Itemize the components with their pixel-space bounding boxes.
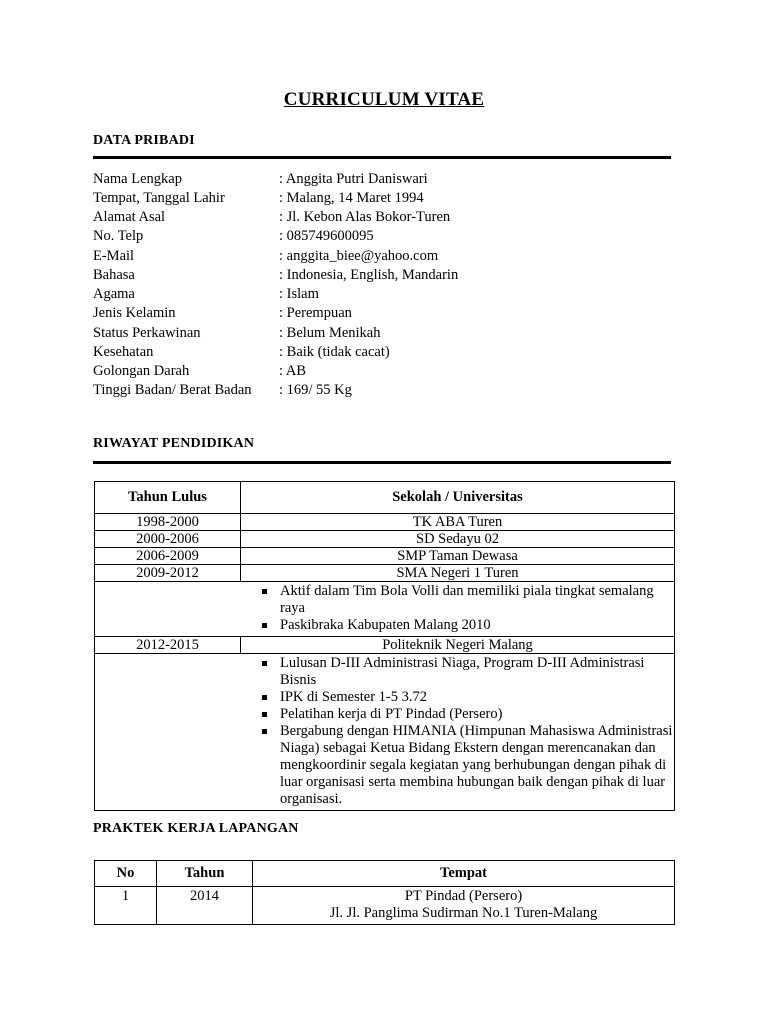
column-header-school: Sekolah / Universitas	[241, 482, 675, 514]
table-row	[95, 637, 675, 654]
personal-row	[93, 227, 673, 246]
personal-value: : Perempuan	[279, 305, 352, 321]
list-item: Paskibraka Kabupaten Malang 2010	[259, 617, 674, 634]
school-cell: SMP Taman Dewasa	[241, 548, 675, 565]
school-cell: SMA Negeri 1 Turen	[241, 565, 675, 582]
personal-label: Tempat, Tanggal Lahir	[93, 190, 225, 206]
year-cell: 2009-2012	[95, 565, 241, 582]
list-item: IPK di Semester 1-5 3.72	[259, 689, 674, 706]
personal-value: : 169/ 55 Kg	[279, 382, 352, 398]
personal-value: : Baik (tidak cacat)	[279, 344, 390, 360]
table-header-row	[95, 482, 675, 514]
personal-label: Golongan Darah	[93, 363, 190, 379]
bullet-square-icon	[262, 623, 267, 628]
personal-value: : Anggita Putri Daniswari	[279, 171, 428, 187]
personal-label: Tinggi Badan/ Berat Badan	[93, 382, 252, 398]
internship-table	[94, 860, 675, 925]
sma-details-cell	[95, 582, 675, 637]
personal-value: : AB	[279, 363, 306, 379]
list-item: Bergabung dengan HIMANIA (Himpunan Mahasiswa Administrasi Niaga) sebagai Ketua Bidang Ekstern dengan merencanakan dan mengkoordinir segala kegiatan yang berhubungan dengan pihak di luar organisasi serta membina hubungan baik dengan pihak di luar organisasi.	[259, 723, 674, 808]
year-cell: 2000-2006	[95, 531, 241, 548]
table-row	[95, 514, 675, 531]
personal-row	[93, 208, 673, 227]
details-row	[95, 582, 675, 637]
personal-value: : Malang, 14 Maret 1994	[279, 190, 424, 206]
page-title: CURRICULUM VITAE	[283, 89, 485, 110]
place-name: PT Pindad (Persero)	[404, 888, 523, 904]
column-header-place: Tempat	[253, 861, 675, 887]
education-table	[94, 481, 675, 811]
personal-label: Status Perkawinan	[93, 325, 201, 341]
email-value: : anggita_biee@yahoo.com	[279, 248, 439, 264]
personal-value: : Jl. Kebon Alas Bokor-Turen	[279, 209, 451, 225]
school-cell: Politeknik Negeri Malang	[241, 637, 675, 654]
personal-row	[93, 362, 673, 381]
column-header-no: No	[95, 861, 157, 887]
year-cell: 1998-2000	[95, 514, 241, 531]
bullet-square-icon	[262, 712, 267, 717]
bullet-square-icon	[262, 661, 267, 666]
personal-value: : Islam	[279, 286, 319, 302]
personal-row	[93, 304, 673, 323]
place-address: Jl. Jl. Panglima Sudirman No.1 Turen-Malang	[329, 905, 598, 921]
table-row	[95, 531, 675, 548]
sma-details-list	[95, 583, 674, 634]
education-heading: RIWAYAT PENDIDIKAN	[93, 436, 255, 451]
school-cell: TK ABA Turen	[241, 514, 675, 531]
place-cell	[253, 887, 675, 925]
year-cell: 2014	[157, 887, 253, 925]
list-item: Lulusan D-III Administrasi Niaga, Program D-III Administrasi Bisnis	[259, 655, 674, 689]
list-item: Pelatihan kerja di PT Pindad (Persero)	[259, 706, 674, 723]
personal-row	[93, 189, 673, 208]
personal-label: No. Telp	[93, 228, 144, 244]
personal-row	[93, 381, 673, 400]
column-header-year: Tahun	[157, 861, 253, 887]
polinema-details-cell	[95, 654, 675, 811]
personal-row	[93, 343, 673, 362]
personal-label: Agama	[93, 286, 135, 302]
school-cell: SD Sedayu 02	[241, 531, 675, 548]
bullet-square-icon	[262, 589, 267, 594]
personal-row	[93, 285, 673, 304]
no-cell: 1	[95, 887, 157, 925]
personal-label: Jenis Kelamin	[93, 305, 176, 321]
section-divider	[93, 461, 671, 464]
polinema-details-list	[95, 655, 674, 808]
table-row	[95, 548, 675, 565]
year-cell: 2006-2009	[95, 548, 241, 565]
personal-row	[93, 247, 673, 266]
personal-value: : Belum Menikah	[279, 325, 381, 341]
personal-data-heading: DATA PRIBADI	[93, 133, 195, 148]
personal-label: Bahasa	[93, 267, 135, 283]
personal-label: Alamat Asal	[93, 209, 166, 225]
details-row	[95, 654, 675, 811]
list-item: Aktif dalam Tim Bola Volli dan memiliki piala tingkat semalang raya	[259, 583, 674, 617]
personal-value: : Indonesia, English, Mandarin	[279, 267, 459, 283]
personal-row	[93, 266, 673, 285]
personal-row	[93, 324, 673, 343]
personal-row	[93, 170, 673, 189]
personal-value: : 085749600095	[279, 228, 374, 244]
section-divider	[93, 156, 671, 159]
table-row	[95, 887, 675, 925]
bullet-square-icon	[262, 729, 267, 734]
table-header-row	[95, 861, 675, 887]
personal-label: E-Mail	[93, 248, 135, 264]
bullet-square-icon	[262, 695, 267, 700]
year-cell: 2012-2015	[95, 637, 241, 654]
internship-heading: PRAKTEK KERJA LAPANGAN	[93, 821, 299, 836]
column-header-year: Tahun Lulus	[95, 482, 241, 514]
personal-label: Kesehatan	[93, 344, 154, 360]
table-row	[95, 565, 675, 582]
personal-label: Nama Lengkap	[93, 171, 182, 187]
